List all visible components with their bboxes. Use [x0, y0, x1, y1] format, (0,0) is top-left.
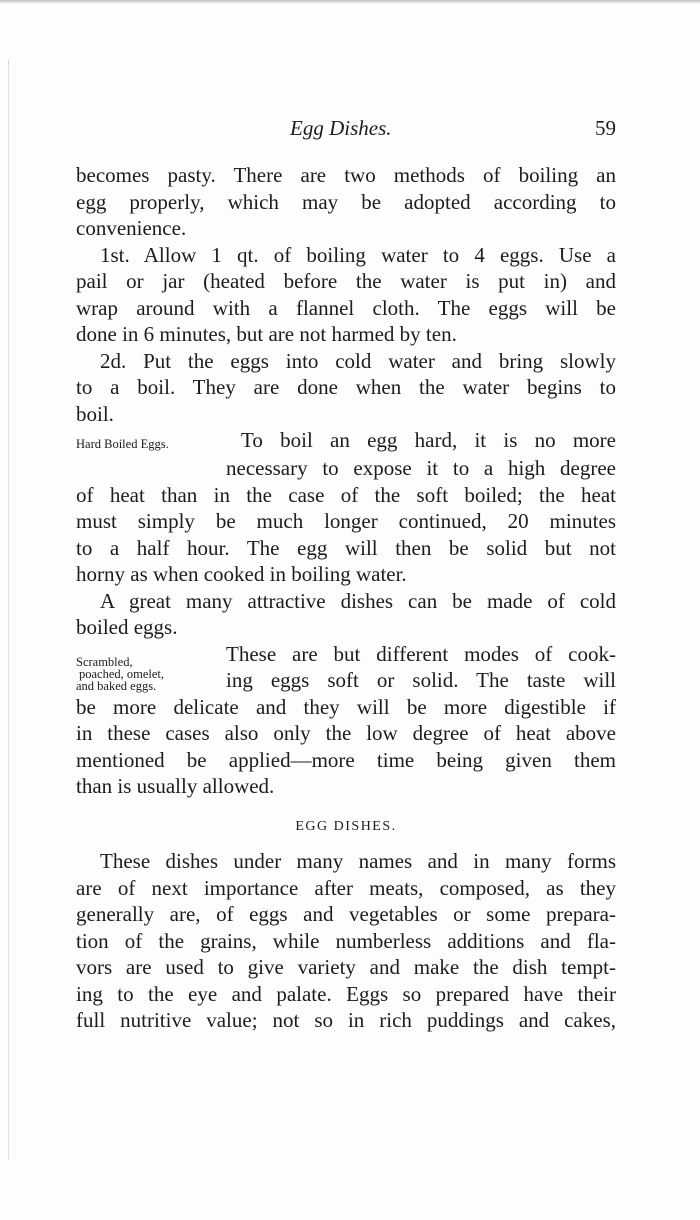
- text-line: to a boil. They are done when the water begins to: [76, 375, 616, 399]
- text-line: tion of the grains, while numberless additions and fla-: [76, 928, 616, 953]
- text-line: horny as when cooked in boiling water.: [76, 562, 407, 586]
- side-note-hard-boiled: Hard Boiled Eggs.: [76, 437, 169, 451]
- text-line: becomes pasty. There are two methods of boiling an: [76, 163, 616, 187]
- paragraph-method-1: [76, 242, 616, 348]
- text-line: wrap around with a flannel cloth. The eggs will be: [76, 295, 616, 320]
- text-line: ing eggs soft or solid. The taste will: [226, 668, 616, 692]
- text-line: to a half hour. The egg will then be solid but not: [76, 535, 616, 560]
- text-line: 1st. Allow 1 qt. of boiling water to 4 eggs. Use a: [100, 242, 616, 267]
- text-line: A great many attractive dishes can be made of cold: [100, 588, 616, 613]
- page-body: [76, 162, 616, 1034]
- paragraph-scrambled: [76, 641, 616, 800]
- paragraph-cold-boiled: [76, 588, 616, 641]
- text-line: convenience.: [76, 216, 187, 240]
- text-line: must simply be much longer continued, 20 minutes: [76, 509, 616, 533]
- text-line: be more delicate and they will be more digestible if: [76, 694, 616, 719]
- paragraph-egg-dishes: [76, 848, 616, 1034]
- text-line: vors are used to give variety and make the dish tempt-: [76, 955, 616, 979]
- text-line: These are but different modes of cook-: [226, 641, 616, 666]
- text-line: boiled eggs.: [76, 615, 178, 639]
- text-line: ing to the eye and palate. Eggs so prepared have their: [76, 981, 616, 1006]
- running-title: Egg Dishes.: [290, 116, 392, 140]
- paragraph-hard-boiled: [76, 427, 616, 588]
- page-number: 59: [595, 116, 616, 140]
- paragraph-method-2: [76, 348, 616, 428]
- text-line: done in 6 minutes, but are not harmed by ten.: [76, 322, 457, 346]
- text-line: pail or jar (heated before the water is put in) and: [76, 269, 616, 293]
- page-top-edge: [0, 0, 700, 4]
- text-line: To boil an egg hard, it is no more: [241, 428, 616, 452]
- text-line: 2d. Put the eggs into cold water and bring slowly: [100, 348, 616, 373]
- page-left-edge: [8, 60, 10, 1160]
- text-line: full nutritive value; not so in rich puddings and cakes,: [76, 1008, 616, 1032]
- text-line: of heat than in the case of the soft boiled; the heat: [76, 482, 616, 507]
- text-line: egg properly, which may be adopted according to: [76, 189, 616, 214]
- text-line: necessary to expose it to a high degree: [226, 456, 616, 480]
- section-heading: EGG DISHES.: [295, 818, 397, 834]
- text-line: These dishes under many names and in many forms: [100, 849, 616, 873]
- page-header: [76, 116, 616, 146]
- text-line: mentioned be applied—more time being given them: [76, 747, 616, 772]
- paragraph-continuation: [76, 162, 616, 242]
- text-line: in these cases also only the low degree of heat above: [76, 721, 616, 745]
- text-line: boil.: [76, 401, 114, 426]
- text-line: generally are, of eggs and vegetables or some prepara-: [76, 902, 616, 926]
- text-line: are of next importance after meats, composed, as they: [76, 875, 616, 900]
- side-note-scrambled: Scrambled, poached, omelet, and baked eggs.: [76, 654, 165, 693]
- text-line: than is usually allowed.: [76, 774, 275, 798]
